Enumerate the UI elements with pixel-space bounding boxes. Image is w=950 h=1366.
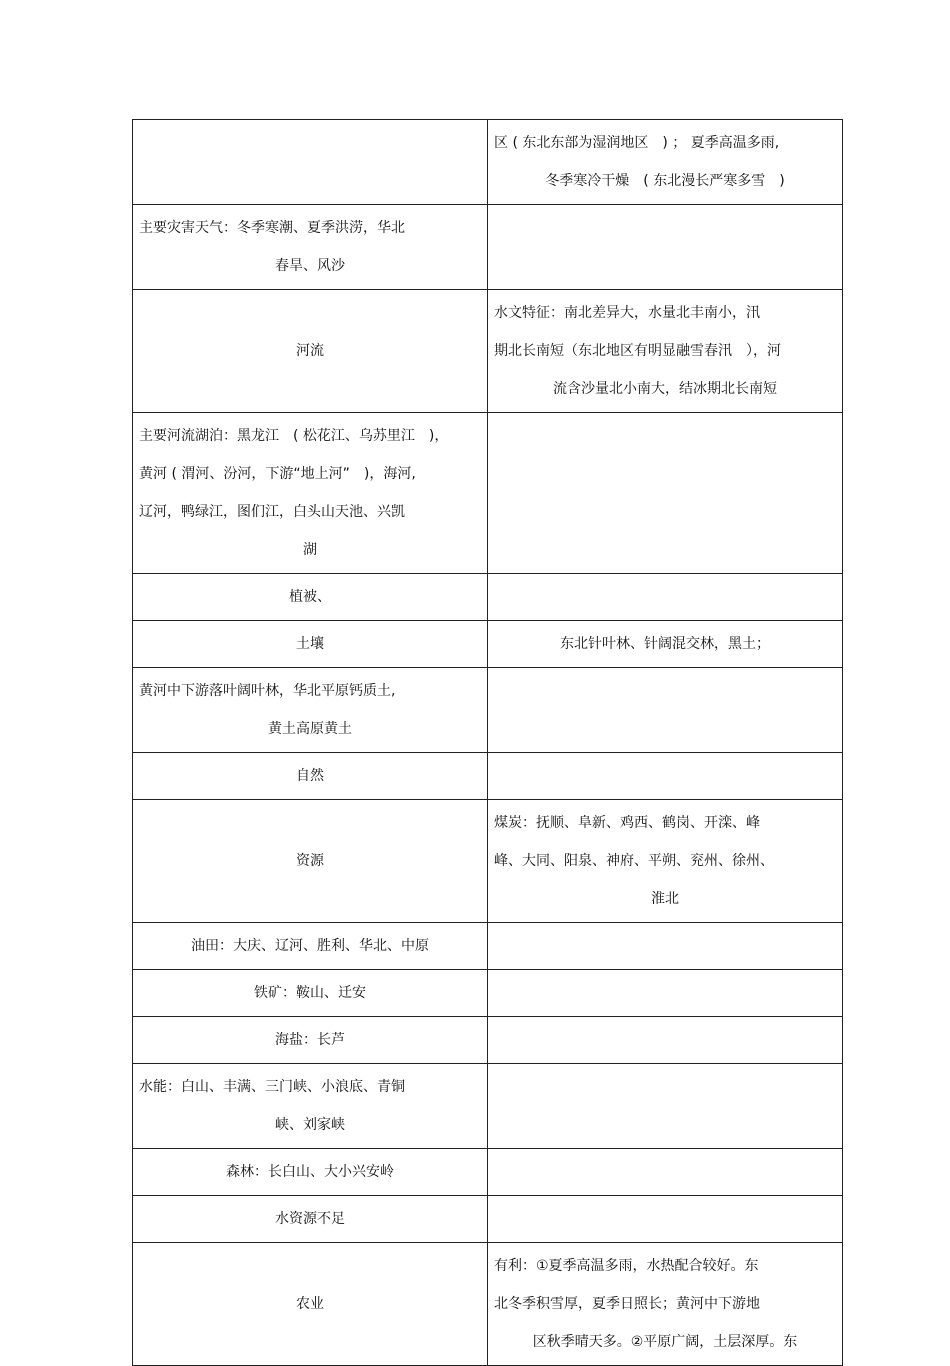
table-body <box>133 120 843 1366</box>
table-row <box>133 1149 843 1196</box>
cell-text-line: 植被、 <box>289 589 331 605</box>
table-row <box>133 1243 843 1366</box>
right-cell <box>488 753 843 800</box>
table-row <box>133 290 843 413</box>
cell-text-line: 海盐：长芦 <box>275 1032 345 1048</box>
left-cell <box>133 574 488 621</box>
cell-text-line: 资源 <box>296 853 324 869</box>
left-cell <box>133 1064 488 1149</box>
left-cell <box>133 290 488 413</box>
table-row <box>133 1017 843 1064</box>
cell-text-line: 水资源不足 <box>275 1211 345 1227</box>
right-cell <box>488 668 843 753</box>
cell-text-line: 东北针叶林、针阔混交林，黑土； <box>560 636 770 652</box>
table-row <box>133 413 843 574</box>
table-row <box>133 1064 843 1149</box>
cell-text-line: 区 ( 东北东部为湿润地区 ) ； 夏季高温多雨, <box>494 135 780 151</box>
cell-text-line: 有利：①夏季高温多雨，水热配合较好。东 <box>494 1258 759 1274</box>
left-cell <box>133 753 488 800</box>
cell-text-line: 自然 <box>296 768 324 784</box>
cell-text-line: 峰、大同、阳泉、神府、平朔、兖州、徐州、 <box>494 853 774 869</box>
cell-text-line: 湖 <box>303 542 317 558</box>
table-row <box>133 574 843 621</box>
left-cell <box>133 800 488 923</box>
cell-text-line: 冬季寒冷干燥 ( 东北漫长严寒多雪 ) <box>545 173 785 189</box>
left-cell <box>133 923 488 970</box>
cell-text-line: 河流 <box>296 343 324 359</box>
table-row <box>133 970 843 1017</box>
table-row <box>133 753 843 800</box>
cell-text-line: 峡、刘家峡 <box>275 1117 345 1133</box>
cell-text-line: 煤炭：抚顺、阜新、鸡西、鹤岗、开滦、峰 <box>494 815 760 831</box>
cell-text-line: 水能：白山、丰满、三门峡、小浪底、青铜 <box>139 1079 405 1095</box>
cell-text-line: 淮北 <box>651 891 679 907</box>
cell-text-line: 北冬季积雪厚，夏季日照长；黄河中下游地 <box>494 1296 760 1312</box>
right-cell <box>488 1149 843 1196</box>
cell-text-line: 油田：大庆、辽河、胜利、华北、中原 <box>191 938 429 954</box>
left-cell <box>133 668 488 753</box>
table-row <box>133 205 843 290</box>
right-cell <box>488 800 843 923</box>
right-cell <box>488 923 843 970</box>
right-cell <box>488 413 843 574</box>
table-row <box>133 120 843 205</box>
left-cell <box>133 970 488 1017</box>
right-cell <box>488 205 843 290</box>
left-cell <box>133 1196 488 1243</box>
right-cell <box>488 120 843 205</box>
right-cell <box>488 1017 843 1064</box>
left-cell <box>133 120 488 205</box>
left-cell <box>133 621 488 668</box>
cell-text-line: 农业 <box>296 1296 324 1312</box>
table-row <box>133 800 843 923</box>
cell-text-line: 土壤 <box>296 636 324 652</box>
cell-text-line: 黄河 ( 渭河、汾河，下游“地上河” )，海河, <box>139 466 416 482</box>
right-cell <box>488 621 843 668</box>
cell-text-line: 主要河流湖泊：黑龙江 ( 松花江、乌苏里江 )， <box>139 428 449 444</box>
left-cell <box>133 1243 488 1366</box>
right-cell <box>488 1064 843 1149</box>
cell-text-line: 水文特征：南北差异大，水量北丰南小，汛 <box>494 305 760 321</box>
cell-text-line: 黄土高原黄土 <box>268 721 352 737</box>
right-cell <box>488 574 843 621</box>
right-cell <box>488 970 843 1017</box>
cell-text-line: 区秋季晴天多。②平原广阔，土层深厚。东 <box>532 1334 798 1350</box>
right-cell <box>488 1243 843 1366</box>
table-row <box>133 923 843 970</box>
left-cell <box>133 413 488 574</box>
table-row <box>133 621 843 668</box>
left-cell <box>133 1017 488 1064</box>
right-cell <box>488 290 843 413</box>
cell-text-line: 森林：长白山、大小兴安岭 <box>226 1164 394 1180</box>
left-cell <box>133 205 488 290</box>
cell-text-line: 主要灾害天气：冬季寒潮、夏季洪涝，华北 <box>139 220 405 236</box>
cell-text-line: 期北长南短（东北地区有明显融雪春汛 ），河 <box>494 343 781 359</box>
cell-text-line: 辽河，鸭绿江，图们江，白头山天池、兴凯 <box>139 504 405 520</box>
right-cell <box>488 1196 843 1243</box>
geography-table <box>132 119 843 1366</box>
table-row <box>133 668 843 753</box>
cell-text-line: 铁矿：鞍山、迁安 <box>254 985 366 1001</box>
cell-text-line: 流含沙量北小南大，结冰期北长南短 <box>553 381 777 397</box>
left-cell <box>133 1149 488 1196</box>
table-row <box>133 1196 843 1243</box>
cell-text-line: 黄河中下游落叶阔叶林，华北平原钙质土, <box>139 683 396 699</box>
cell-text-line: 春旱、风沙 <box>275 258 345 274</box>
